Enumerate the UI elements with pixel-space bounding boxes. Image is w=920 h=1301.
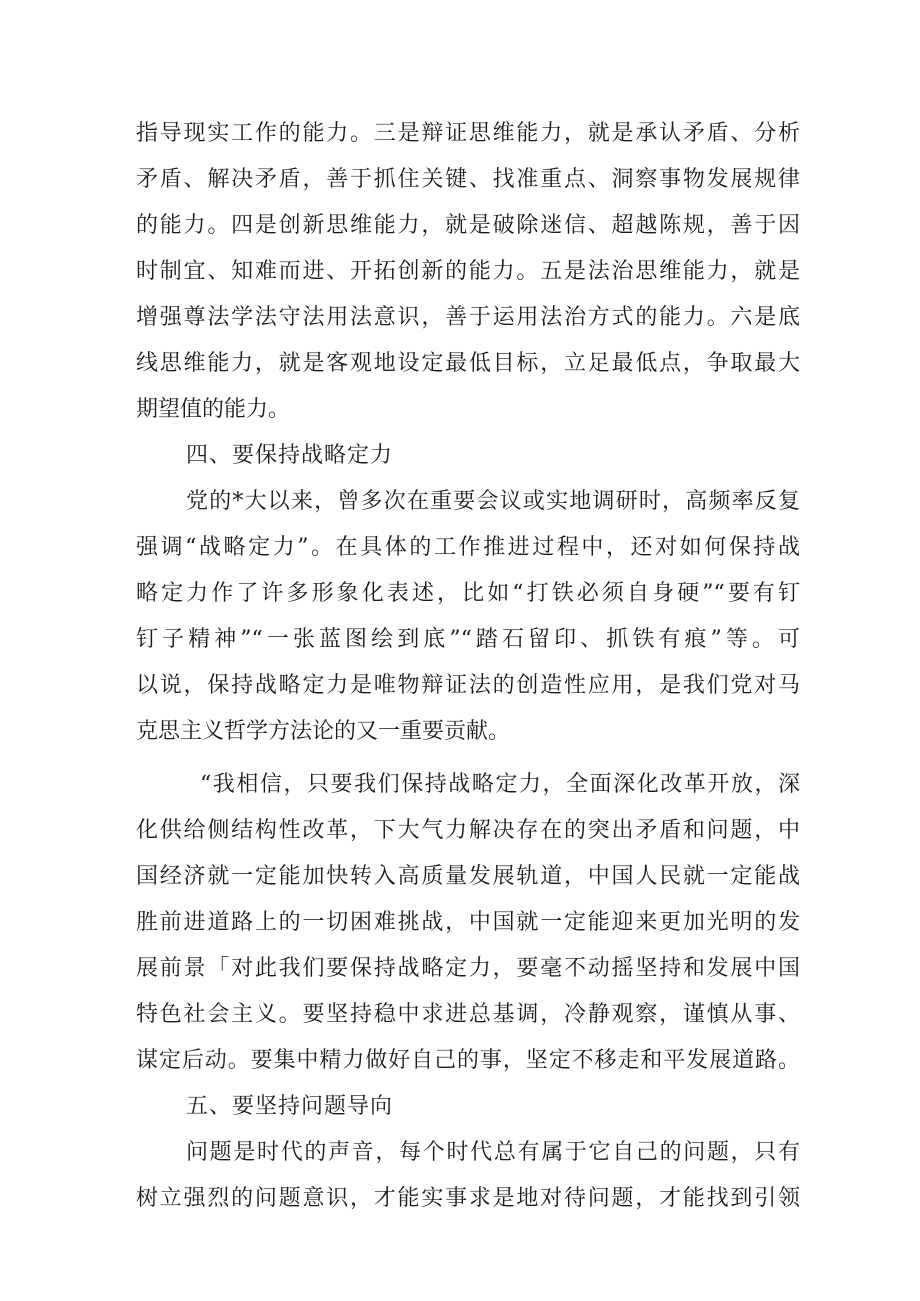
paragraph-4-line: 问题是时代的声音，每个时代总有属于它自己的问题，只有 (186, 1140, 800, 1165)
paragraph-1-line: 线思维能力，就是客观地设定最低目标，立足最低点，争取最大 (136, 351, 800, 376)
paragraph-3-line: 谋定后动。要集中精力做好自己的事，坚定不移走和平发展道路。 (136, 1048, 800, 1073)
paragraph-4-line: 树立强烈的问题意识，才能实事求是地对待问题，才能找到引领 (136, 1186, 800, 1211)
paragraph-3-line: 化供给侧结构性改革，下大气力解决存在的突出矛盾和问题，中 (136, 818, 800, 843)
paragraph-3-line: “我相信，只要我们保持战略定力，全面深化改革开放，深 (200, 772, 800, 797)
paragraph-2-line: 强调“战略定力”。在具体的工作推进过程中，还对如何保持战 (136, 535, 800, 560)
paragraph-1-line: 期望值的能力。 (136, 397, 291, 422)
paragraph-1-line: 增强尊法学法守法用法意识，善于运用法治方式的能力。六是底 (136, 305, 800, 330)
paragraph-2-line: 克思主义哲学方法论的又一重要贡献。 (136, 719, 511, 744)
paragraph-1-line: 时制宜、知难而进、开拓创新的能力。五是法治思维能力，就是 (136, 259, 800, 284)
paragraph-3-line: 国经济就一定能加快转入高质量发展轨道，中国人民就一定能战 (136, 864, 800, 889)
section-heading-4: 四、要保持战略定力 (186, 443, 394, 468)
section-heading-5: 五、要坚持问题导向 (186, 1094, 394, 1119)
paragraph-1-line: 的能力。四是创新思维能力，就是破除迷信、超越陈规，善于因 (136, 213, 800, 238)
paragraph-1-line: 指导现实工作的能力。三是辩证思维能力，就是承认矛盾、分析 (136, 121, 800, 146)
paragraph-3-line: 展前景「对此我们要保持战略定力，要毫不动摇坚持和发展中国 (136, 956, 800, 981)
paragraph-2-line: 以说，保持战略定力是唯物辩证法的创造性应用，是我们党对马 (136, 673, 800, 698)
paragraph-1-line: 矛盾、解决矛盾，善于抓住关键、找准重点、洞察事物发展规律 (136, 167, 800, 192)
paragraph-3-line: 特色社会主义。要坚持稳中求进总基调，冷静观察，谨慎从事、 (136, 1002, 800, 1027)
paragraph-2-line: 略定力作了许多形象化表述，比如“打铁必须自身硬”“要有钉 (136, 581, 800, 606)
paragraph-2-line: 党的*大以来，曾多次在重要会议或实地调研时，高频率反复 (186, 489, 800, 514)
paragraph-3-line: 胜前进道路上的一切困难挑战，中国就一定能迎来更加光明的发 (136, 910, 800, 935)
paragraph-2-line: 钉子精神”“一张蓝图绘到底”“踏石留印、抓铁有痕”等。可 (136, 627, 800, 652)
